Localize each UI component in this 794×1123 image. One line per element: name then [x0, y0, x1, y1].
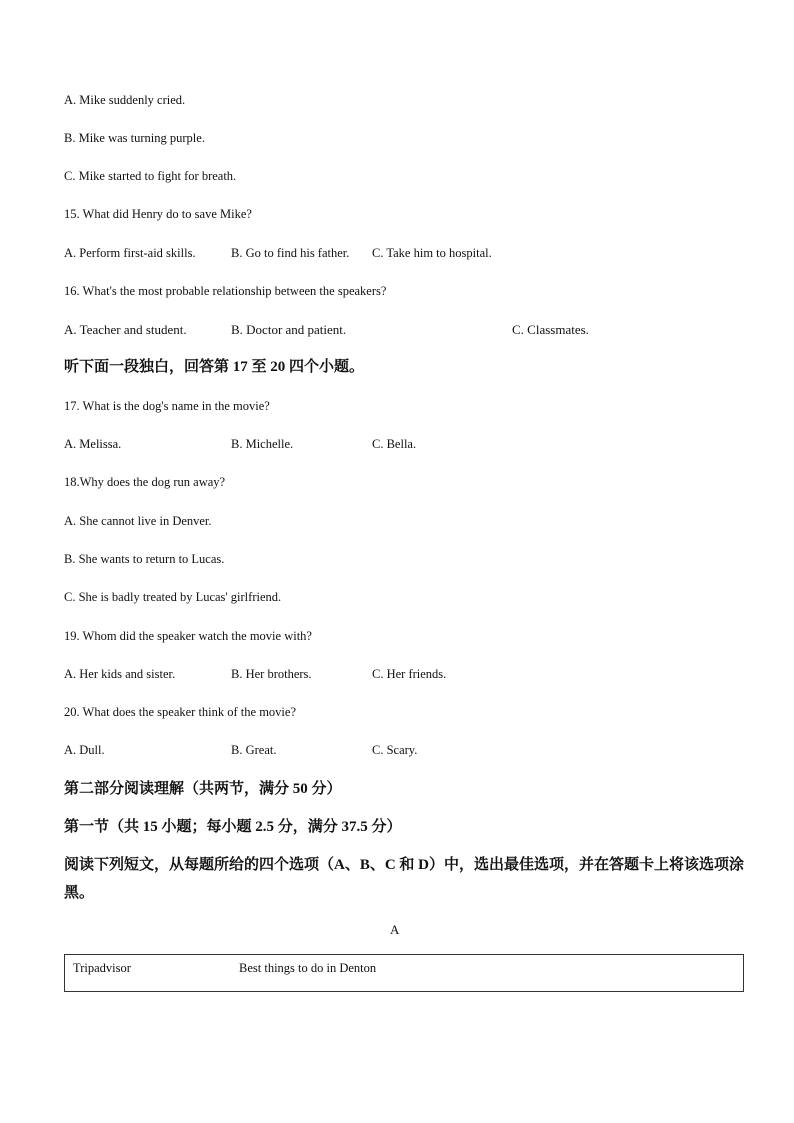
q15-option-a: A. Perform first-aid skills. [64, 246, 196, 260]
q14-option-b: B. Mike was turning purple. [64, 131, 205, 145]
q19-question: 19. Whom did the speaker watch the movie with? [64, 629, 312, 643]
q15-question: 15. What did Henry do to save Mike? [64, 207, 252, 221]
q14-option-c: C. Mike started to fight for breath. [64, 169, 237, 183]
q18-question: 18.Why does the dog run away? [64, 475, 226, 489]
q20-option-a: A. Dull. [64, 743, 105, 757]
q19-option-a: A. Her kids and sister. [64, 667, 176, 681]
part2-title: 第二部分阅读理解（共两节，满分 50 分） [64, 781, 342, 797]
q17-option-b: B. Michelle. [231, 437, 294, 451]
reading-instructions: 阅读下列短文，从每题所给的四个选项（A、B、C 和 D）中，选出最佳选项，并在答题卡上将该选项涂黑。 [64, 857, 745, 901]
q16-question: 16. What's the most probable relationship between the speakers? [64, 284, 387, 298]
q15-option-b: B. Go to find his father. [231, 246, 350, 260]
q18-option-c: C. She is badly treated by Lucas' girlfriend. [64, 590, 282, 604]
q17-option-a: A. Melissa. [64, 437, 122, 451]
q16-option-c: C. Classmates. [512, 322, 589, 337]
q19-option-c: C. Her friends. [372, 667, 447, 681]
q18-option-a: A. She cannot live in Denver. [64, 514, 212, 528]
passage-letter: A [390, 922, 400, 937]
q18-option-b: B. She wants to return to Lucas. [64, 552, 225, 566]
q16-option-a: A. Teacher and student. [64, 322, 187, 337]
q17-option-c: C. Bella. [372, 437, 417, 451]
passage-table [64, 954, 744, 992]
q19-option-b: B. Her brothers. [231, 667, 312, 681]
q20-question: 20. What does the speaker think of the movie? [64, 705, 296, 719]
section1-title: 第一节（共 15 小题；每小题 2.5 分，满分 37.5 分） [64, 819, 402, 835]
section-listen-heading: 听下面一段独白，回答第 17 至 20 四个小题。 [64, 359, 365, 375]
q20-option-c: C. Scary. [372, 743, 418, 757]
table-cell-title: Best things to do in Denton [239, 961, 377, 975]
q20-option-b: B. Great. [231, 743, 277, 757]
q14-option-a: A. Mike suddenly cried. [64, 93, 186, 107]
q17-question: 17. What is the dog's name in the movie? [64, 399, 270, 413]
q16-option-b: B. Doctor and patient. [231, 322, 347, 337]
table-cell-source: Tripadvisor [73, 961, 131, 975]
q15-option-c: C. Take him to hospital. [372, 246, 492, 260]
